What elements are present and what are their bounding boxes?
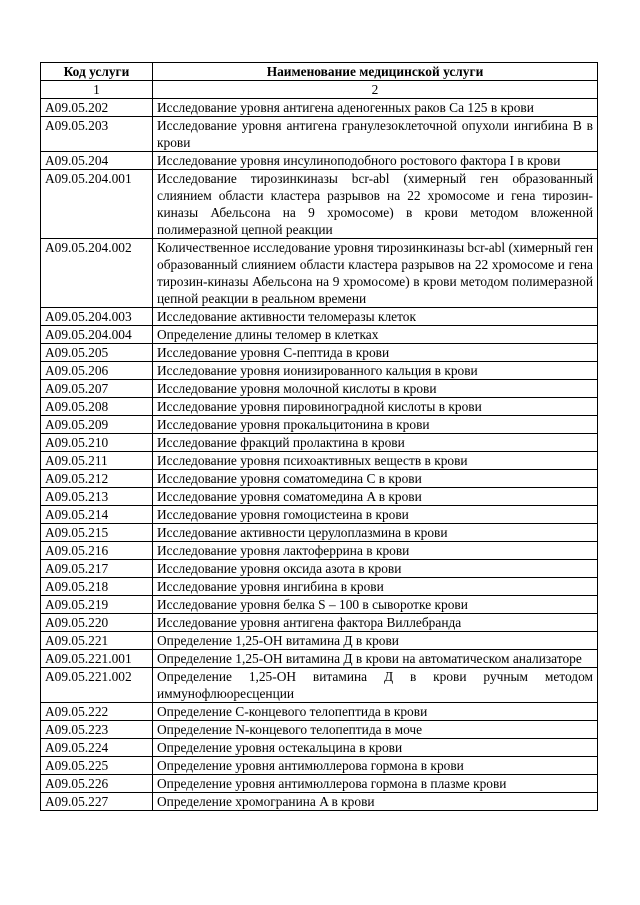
service-name: Определение уровня антимюллерова гормона в крови <box>153 757 598 775</box>
service-name: Исследование уровня антигена гранулезоклеточной опухоли ингибина B в крови <box>153 117 598 152</box>
service-name: Исследование уровня антигена аденогенных раков Ca 125 в крови <box>153 99 598 117</box>
service-code: A09.05.221 <box>41 632 153 650</box>
table-row <box>41 578 598 596</box>
service-name: Исследование уровня соматомедина C в крови <box>153 470 598 488</box>
service-name: Исследование уровня молочной кислоты в крови <box>153 380 598 398</box>
service-name: Исследование уровня ингибина в крови <box>153 578 598 596</box>
service-code: A09.05.219 <box>41 596 153 614</box>
service-code: A09.05.208 <box>41 398 153 416</box>
service-code: A09.05.205 <box>41 344 153 362</box>
service-name: Определение 1,25-ОН витамина Д в крови ручным методом иммунофлюоресценции <box>153 668 598 703</box>
table-row <box>41 703 598 721</box>
table-row <box>41 152 598 170</box>
service-code: A09.05.209 <box>41 416 153 434</box>
service-name: Исследование уровня белка S – 100 в сыворотке крови <box>153 596 598 614</box>
table-row <box>41 398 598 416</box>
service-name: Исследование уровня C-пептида в крови <box>153 344 598 362</box>
table-body <box>41 99 598 811</box>
service-code: A09.05.210 <box>41 434 153 452</box>
service-code: A09.05.202 <box>41 99 153 117</box>
service-code: A09.05.217 <box>41 560 153 578</box>
table-row <box>41 239 598 308</box>
service-name: Исследование уровня ионизированного кальция в крови <box>153 362 598 380</box>
service-name: Определение хромогранина A в крови <box>153 793 598 811</box>
header-code: Код услуги <box>41 63 153 81</box>
service-name: Исследование уровня пировиноградной кислоты в крови <box>153 398 598 416</box>
document-page <box>40 62 597 811</box>
service-code: A09.05.212 <box>41 470 153 488</box>
service-name: Определение 1,25-ОН витамина Д в крови на автоматическом анализаторе <box>153 650 598 668</box>
table-row <box>41 524 598 542</box>
table-row <box>41 308 598 326</box>
table-row <box>41 326 598 344</box>
table-row <box>41 488 598 506</box>
service-code: A09.05.223 <box>41 721 153 739</box>
service-code: A09.05.218 <box>41 578 153 596</box>
column-number-row <box>41 81 598 99</box>
service-name: Исследование уровня прокальцитонина в крови <box>153 416 598 434</box>
service-name: Исследование уровня соматомедина A в крови <box>153 488 598 506</box>
table-row <box>41 416 598 434</box>
service-code: A09.05.215 <box>41 524 153 542</box>
table-row <box>41 650 598 668</box>
service-code: A09.05.225 <box>41 757 153 775</box>
service-name: Исследование активности церулоплазмина в крови <box>153 524 598 542</box>
service-code: A09.05.221.001 <box>41 650 153 668</box>
service-code: A09.05.227 <box>41 793 153 811</box>
service-code: A09.05.204.001 <box>41 170 153 239</box>
service-name: Определение длины теломер в клетках <box>153 326 598 344</box>
table-row <box>41 99 598 117</box>
table-row <box>41 344 598 362</box>
service-code: A09.05.204.002 <box>41 239 153 308</box>
service-code: A09.05.221.002 <box>41 668 153 703</box>
service-code: A09.05.204 <box>41 152 153 170</box>
service-name: Исследование фракций пролактина в крови <box>153 434 598 452</box>
service-code: A09.05.204.003 <box>41 308 153 326</box>
table-row <box>41 721 598 739</box>
service-name: Определение N-концевого телопептида в моче <box>153 721 598 739</box>
service-code: A09.05.211 <box>41 452 153 470</box>
table-row <box>41 793 598 811</box>
table-row <box>41 542 598 560</box>
header-name: Наименование медицинской услуги <box>153 63 598 81</box>
service-name: Определение 1,25-ОН витамина Д в крови <box>153 632 598 650</box>
service-name: Исследование тирозинкиназы bcr-abl (химерный ген образованный слиянием области кластера разрывов на 22 хромосоме и гена тирозин-киназы Абельсона на 9 хромосоме) в крови методом вложенной полимеразной цепной реакции <box>153 170 598 239</box>
table-row <box>41 614 598 632</box>
table-row <box>41 560 598 578</box>
service-code: A09.05.206 <box>41 362 153 380</box>
service-name: Количественное исследование уровня тирозинкиназы bcr-abl (химерный ген образованный слиянием области кластера разрывов на 22 хромосоме и гена тирозин-киназы Абельсона на 9 хромосоме) в крови методом полимеразной цепной реакции в реальном времени <box>153 239 598 308</box>
services-table <box>40 62 598 811</box>
service-name: Исследование уровня антигена фактора Виллебранда <box>153 614 598 632</box>
service-code: A09.05.213 <box>41 488 153 506</box>
table-row <box>41 596 598 614</box>
service-name: Исследование уровня лактоферрина в крови <box>153 542 598 560</box>
table-row <box>41 380 598 398</box>
service-code: A09.05.224 <box>41 739 153 757</box>
service-code: A09.05.226 <box>41 775 153 793</box>
header-row <box>41 63 598 81</box>
service-code: A09.05.207 <box>41 380 153 398</box>
service-code: A09.05.220 <box>41 614 153 632</box>
table-row <box>41 452 598 470</box>
service-code: A09.05.216 <box>41 542 153 560</box>
service-name: Определение уровня остекальцина в крови <box>153 739 598 757</box>
table-row <box>41 757 598 775</box>
service-code: A09.05.214 <box>41 506 153 524</box>
table-row <box>41 117 598 152</box>
table-row <box>41 506 598 524</box>
table-row <box>41 739 598 757</box>
service-code: A09.05.222 <box>41 703 153 721</box>
service-name: Исследование уровня оксида азота в крови <box>153 560 598 578</box>
service-name: Исследование уровня инсулиноподобного ростового фактора I в крови <box>153 152 598 170</box>
table-row <box>41 775 598 793</box>
service-name: Исследование активности теломеразы клеток <box>153 308 598 326</box>
table-row <box>41 632 598 650</box>
table-row <box>41 470 598 488</box>
service-name: Определение C-концевого телопептида в крови <box>153 703 598 721</box>
service-name: Исследование уровня гомоцистеина в крови <box>153 506 598 524</box>
table-row <box>41 362 598 380</box>
column-number-1: 1 <box>41 81 153 99</box>
service-code: A09.05.203 <box>41 117 153 152</box>
column-number-2: 2 <box>153 81 598 99</box>
service-name: Определение уровня антимюллерова гормона в плазме крови <box>153 775 598 793</box>
service-code: A09.05.204.004 <box>41 326 153 344</box>
service-name: Исследование уровня психоактивных веществ в крови <box>153 452 598 470</box>
table-row <box>41 668 598 703</box>
table-row <box>41 170 598 239</box>
table-row <box>41 434 598 452</box>
